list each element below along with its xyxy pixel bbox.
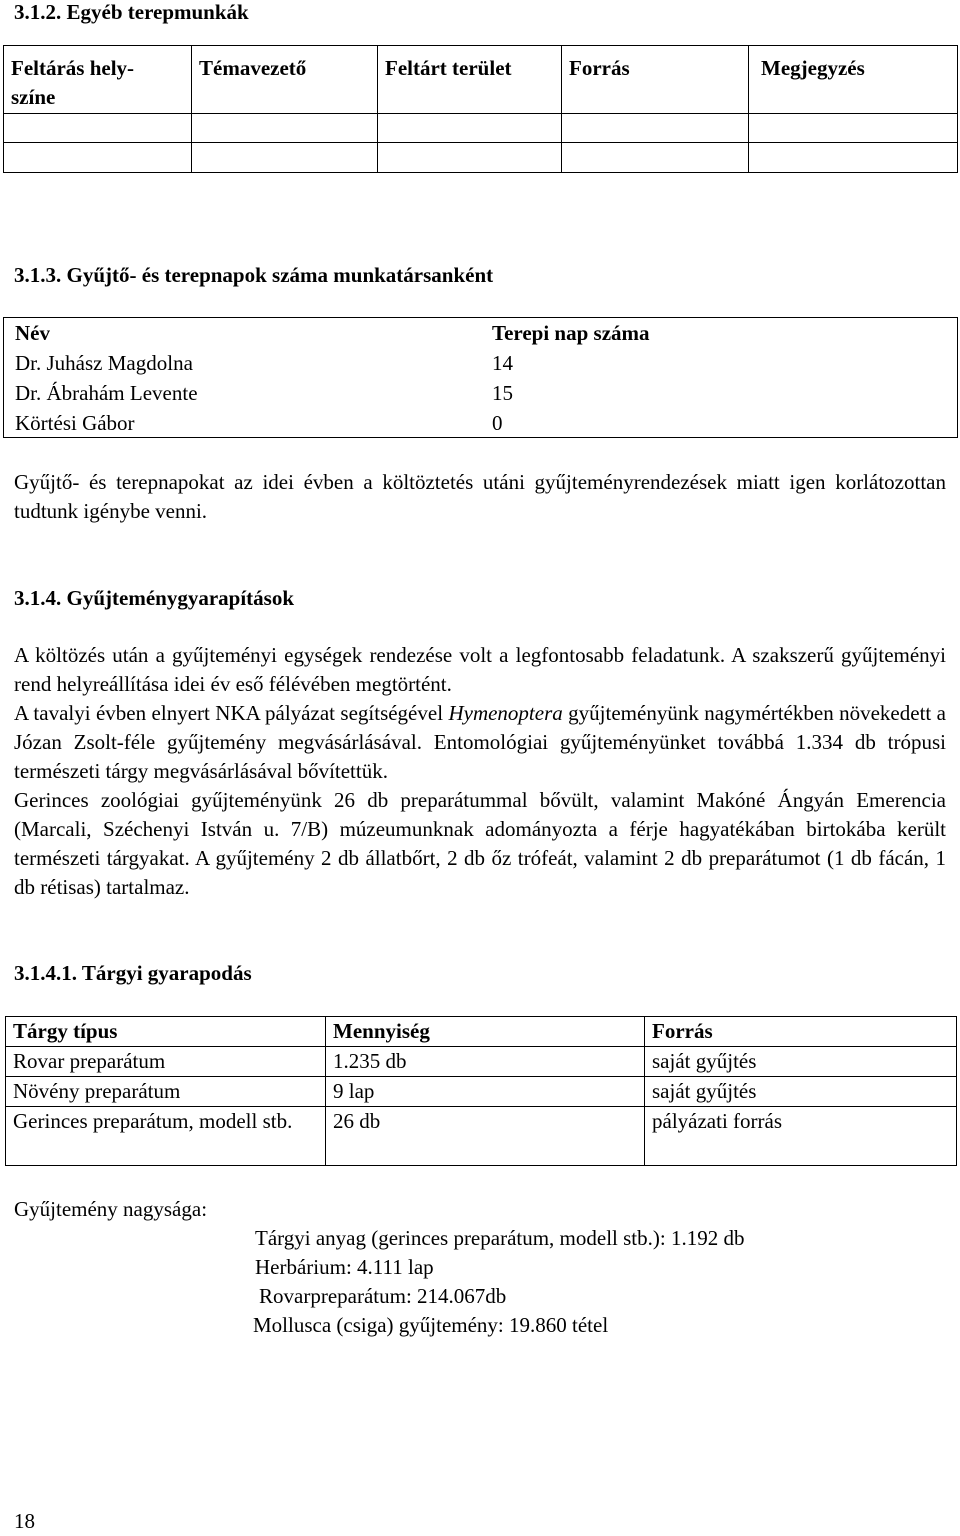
table-row — [6, 1077, 957, 1107]
paragraph-2 — [14, 699, 946, 786]
collection-size-label: Gyűjtemény nagysága: — [14, 1197, 208, 1221]
section-313-title: 3.1.3. Gyűjtő- és terepnapok száma munkatársanként — [14, 263, 494, 287]
paragraph-2-text-b: gyűjteményünk nagymértékben növekedett a Józan Zsolt-féle gyűjtemény megvásárlásával. Entomológiai gyűjteményünket továbbá 1.334 db trópusi természeti tárgy megvásárlásával bővítettük. — [14, 701, 946, 783]
header-days: Terepi nap száma — [492, 321, 650, 345]
acquisition-table — [5, 1016, 957, 1166]
header-cell: Mennyiség — [326, 1017, 645, 1047]
table-row — [4, 143, 958, 173]
row-name: Dr. Juhász Magdolna — [15, 351, 193, 375]
table-cell — [4, 143, 192, 173]
header-cell: Megjegyzés — [749, 46, 958, 114]
collection-size-item: Tárgyi anyag (gerinces preparátum, modell stb.): 1.192 db — [255, 1226, 745, 1250]
table-cell — [562, 143, 749, 173]
header-cell: Forrás — [562, 46, 749, 114]
table-cell — [4, 114, 192, 143]
table-cell — [749, 114, 958, 143]
table-cell: 9 lap — [326, 1077, 645, 1107]
header-name: Név — [15, 321, 50, 345]
section-3141-title: 3.1.4.1. Tárgyi gyarapodás — [14, 961, 252, 985]
header-cell: Feltárás hely- színe — [4, 46, 192, 114]
row-days: 15 — [492, 381, 513, 405]
header-cell: Forrás — [645, 1017, 957, 1047]
table-cell: saját gyűjtés — [645, 1077, 957, 1107]
paragraph-2-text-a: A tavalyi évben elnyert NKA pályázat segítségével — [14, 701, 449, 725]
table-header-row — [6, 1017, 957, 1047]
page-number: 18 — [14, 1509, 35, 1533]
fieldwork-table — [3, 45, 958, 173]
row-name: Körtési Gábor — [15, 411, 135, 435]
paragraph-2-italic: Hymenoptera — [448, 701, 563, 725]
table-cell: Gerinces preparátum, modell stb. — [6, 1107, 326, 1166]
table-cell — [378, 114, 562, 143]
collection-size-item: Rovarpreparátum: 214.067db — [259, 1284, 507, 1308]
collection-size-item: Mollusca (csiga) gyűjtemény: 19.860 tétel — [253, 1313, 609, 1337]
table-cell — [749, 143, 958, 173]
table-cell — [192, 114, 378, 143]
table-cell — [562, 114, 749, 143]
table-cell: 1.235 db — [326, 1047, 645, 1077]
header-cell: Témavezető — [192, 46, 378, 114]
paragraph-1: A költözés után a gyűjteményi egységek rendezése volt a legfontosabb feladatunk. A szakszerű gyűjteményi rend helyreállítása idei év eső félévében megtörtént. — [14, 643, 946, 696]
table-row — [6, 1047, 957, 1077]
table-cell: saját gyűjtés — [645, 1047, 957, 1077]
collection-size-item: Herbárium: 4.111 lap — [255, 1255, 434, 1279]
section-314-title: 3.1.4. Gyűjteménygyarapítások — [14, 586, 294, 610]
table-header-row — [4, 46, 958, 114]
table-row — [6, 1107, 957, 1166]
table-cell — [378, 143, 562, 173]
table-row — [4, 114, 958, 143]
section-312-title: 3.1.2. Egyéb terepmunkák — [14, 0, 249, 24]
table-cell: Rovar preparátum — [6, 1047, 326, 1077]
field-days-note: Gyűjtő- és terepnapokat az idei évben a költöztetés utáni gyűjteményrendezések miatt igen korlátozottan tudtunk igénybe venni. — [14, 470, 946, 523]
table-cell — [192, 143, 378, 173]
row-days: 14 — [492, 351, 513, 375]
table-cell: Növény preparátum — [6, 1077, 326, 1107]
table-cell: pályázati forrás — [645, 1107, 957, 1166]
field-days-table — [3, 317, 958, 438]
row-name: Dr. Ábrahám Levente — [15, 381, 198, 405]
row-days: 0 — [492, 411, 503, 435]
header-cell: Feltárt terület — [378, 46, 562, 114]
paragraph-3: Gerinces zoológiai gyűjteményünk 26 db preparátummal bővült, valamint Makóné Ángyán Emerencia (Marcali, Széchenyi István u. 7/B) múzeumunknak adományozta a férje hagyatékában birtokába került természeti tárgyakat. A gyűjtemény 2 db állatbőrt, 2 db őz trófeát, valamint 2 db preparátumot (1 db fácán, 1 db rétisas) tartalmaz. — [14, 788, 946, 899]
header-cell: Tárgy típus — [6, 1017, 326, 1047]
table-cell: 26 db — [326, 1107, 645, 1166]
